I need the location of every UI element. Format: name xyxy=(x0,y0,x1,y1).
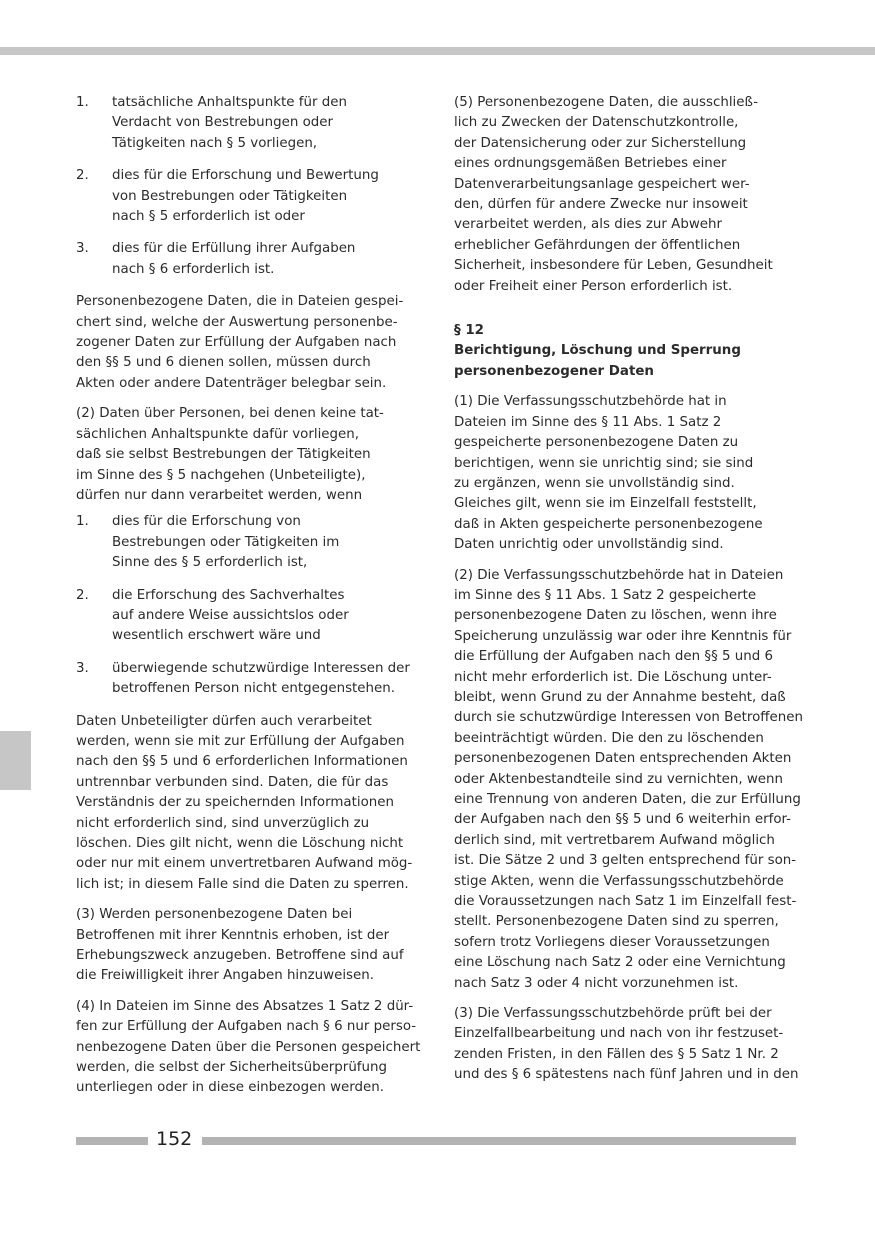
text-line: berichtigen, wenn sie unrichtig sind; sie sind xyxy=(454,455,754,471)
text-line: zu ergänzen, wenn sie unvollständig sind. xyxy=(454,475,735,491)
text-line: (4) In Dateien im Sinne des Absatzes 1 Satz 2 dür- xyxy=(76,998,414,1014)
text-line: zenden Fristen, in den Fällen des § 5 Satz 1 Nr. 2 xyxy=(454,1046,779,1062)
list-number: 3. xyxy=(76,660,89,676)
text-line: stellt. Personenbezogene Daten sind zu sperren, xyxy=(454,914,779,930)
text-line: dies für die Erforschung und Bewertung xyxy=(112,168,379,184)
text-line: ist. Die Sätze 2 und 3 gelten entsprechend für son- xyxy=(454,853,797,869)
text-line: nach Satz 3 oder 4 nicht vorzunehmen ist. xyxy=(454,975,739,991)
footer-bar-left xyxy=(76,1137,148,1145)
text-line: derlich sind, mit vertretbarem Aufwand möglich xyxy=(454,832,775,848)
text-line: (2) Daten über Personen, bei denen keine tat- xyxy=(76,406,384,422)
list-item xyxy=(76,659,416,700)
top-decorative-bar xyxy=(0,47,875,55)
left-column xyxy=(76,93,421,1109)
paragraph-absatz-4-sicherheitsueberpruefung xyxy=(76,997,421,1099)
text-line: Erhebungszweck anzugeben. Betroffene sind auf xyxy=(76,948,404,964)
paragraph-12-absatz-1-berichtigung xyxy=(454,392,800,555)
text-line: der Datensicherung oder zur Sicherstellung xyxy=(454,135,747,151)
text-line: die Erforschung des Sachverhaltes xyxy=(112,587,345,603)
text-line: im Sinne des § 11 Abs. 1 Satz 2 gespeicherte xyxy=(454,587,757,603)
text-line: erheblicher Gefährdungen der öffentlichen xyxy=(454,237,741,253)
text-line: nach den §§ 5 und 6 erforderlichen Informationen xyxy=(76,754,408,770)
text-line: Tätigkeiten nach § 5 vorliegen, xyxy=(112,135,318,151)
text-line: Berichtigung, Löschung und Sperrung xyxy=(454,343,741,359)
text-line: (5) Personenbezogene Daten, die ausschließ- xyxy=(454,95,759,110)
right-column xyxy=(454,93,803,1096)
text-line: der Aufgaben nach den §§ 5 und 6 weiterhin erfor- xyxy=(454,812,792,828)
text-line: Personenbezogene Daten, die in Dateien gespei- xyxy=(76,294,404,310)
text-line: beeinträchtigt würden. Die den zu löschenden xyxy=(454,730,764,746)
text-line: (3) Die Verfassungsschutzbehörde prüft bei der xyxy=(454,1006,772,1022)
text-line: Akten oder andere Datenträger belegbar sein. xyxy=(76,375,387,391)
paragraph-dateien-belegbar xyxy=(76,292,416,394)
text-line: Daten unrichtig oder unvollständig sind. xyxy=(454,537,724,553)
text-line: die Erfüllung der Aufgaben nach den §§ 5 und 6 xyxy=(454,649,774,665)
text-line: unterliegen oder in diese einbezogen werden. xyxy=(76,1080,385,1096)
page-number: 152 xyxy=(156,1128,193,1150)
text-line: Gleiches gilt, wenn sie im Einzelfall feststellt, xyxy=(454,496,757,512)
text-line: Daten Unbeteiligter dürfen auch verarbeitet xyxy=(76,713,372,729)
text-line: lich zu Zwecken der Datenschutzkontrolle, xyxy=(454,115,739,131)
text-line: wesentlich erschwert wäre und xyxy=(112,628,321,644)
text-line: Sinne des § 5 erforderlich ist, xyxy=(112,555,308,571)
text-line: tatsächliche Anhaltspunkte für den xyxy=(112,95,347,110)
text-line: nicht mehr erforderlich ist. Die Löschung unter- xyxy=(454,669,772,685)
text-line: eine Trennung von anderen Daten, die zur Erfüllung xyxy=(454,792,801,807)
text-line: daß sie selbst Bestrebungen der Tätigkeiten xyxy=(76,447,371,463)
list-text xyxy=(112,586,416,647)
text-line: betroffenen Person nicht entgegenstehen. xyxy=(112,681,396,697)
list-text xyxy=(112,512,416,573)
text-line: Dateien im Sinne des § 11 Abs. 1 Satz 2 xyxy=(454,414,722,430)
text-line: werden, die selbst der Sicherheitsüberprüfung xyxy=(76,1060,387,1076)
text-line: nenbezogene Daten über die Personen gespeichert xyxy=(76,1039,421,1055)
text-line: verarbeitet werden, als dies zur Abwehr xyxy=(454,217,723,233)
paragraph-absatz-2-unbeteiligte xyxy=(76,404,416,506)
text-line: (1) Die Verfassungsschutzbehörde hat in xyxy=(454,394,727,410)
text-line: durch sie schutzwürdige Interessen von Betroffenen xyxy=(454,710,803,726)
text-line: personenbezogenen Daten entsprechenden Akten xyxy=(454,751,792,767)
text-line: zogener Daten zur Erfüllung der Aufgaben nach xyxy=(76,335,397,351)
paragraph-12-absatz-3-pruefung xyxy=(454,1004,800,1086)
text-line: den, dürfen für andere Zwecke nur insoweit xyxy=(454,197,748,213)
text-line: Verdacht von Bestrebungen oder xyxy=(112,115,334,131)
text-line: die Voraussetzungen nach Satz 1 im Einzelfall fest- xyxy=(454,894,797,910)
text-line: personenbezogene Daten zu löschen, wenn ihre xyxy=(454,608,777,624)
footer-bar-right xyxy=(202,1137,796,1145)
paragraph-12-absatz-2-loeschung xyxy=(454,566,803,995)
list-item xyxy=(76,239,416,280)
paragraph-absatz-3-erhebungszweck xyxy=(76,905,416,987)
text-line: Sicherheit, insbesondere für Leben, Gesundheit xyxy=(454,258,773,274)
text-line: (2) Die Verfassungsschutzbehörde hat in Dateien xyxy=(454,567,784,583)
list-item xyxy=(76,93,416,154)
text-line: fen zur Erfüllung der Aufgaben nach § 6 nur perso- xyxy=(76,1019,417,1035)
list-item xyxy=(76,166,416,227)
list-number: 1. xyxy=(76,95,89,110)
list-number: 2. xyxy=(76,587,89,603)
text-line: sofern trotz Vorliegens dieser Voraussetzungen xyxy=(454,934,770,950)
list-item xyxy=(76,512,416,573)
text-line: bleibt, wenn Grund zu der Annahme besteht, daß xyxy=(454,689,786,705)
list-text xyxy=(112,93,416,154)
list-text xyxy=(112,659,416,700)
text-line: auf andere Weise aussichtslos oder xyxy=(112,607,349,623)
list-conditions-a xyxy=(76,93,416,280)
text-line: stige Akten, wenn die Verfassungsschutzbehörde xyxy=(454,873,784,889)
text-line: lich ist; in diesem Falle sind die Daten zu sperren. xyxy=(76,876,409,892)
text-line: und des § 6 spätestens nach fünf Jahren und in den xyxy=(454,1067,799,1083)
text-line: im Sinne des § 5 nachgehen (Unbeteiligte), xyxy=(76,467,366,483)
paragraph-daten-unbeteiligter xyxy=(76,712,416,896)
text-line: sächlichen Anhaltspunkte dafür vorliegen, xyxy=(76,426,360,442)
text-line: Bestrebungen oder Tätigkeiten im xyxy=(112,534,340,550)
text-line: werden, wenn sie mit zur Erfüllung der Aufgaben xyxy=(76,733,405,749)
text-line: chert sind, welche der Auswertung personenbe- xyxy=(76,314,398,330)
list-conditions-b xyxy=(76,512,416,699)
text-line: den §§ 5 und 6 dienen sollen, müssen durch xyxy=(76,355,371,371)
text-line: nicht erforderlich sind, sind unverzüglich zu xyxy=(76,815,370,831)
text-line: eines ordnungsgemäßen Betriebes einer xyxy=(454,156,727,172)
text-line: untrennbar verbunden sind. Daten, die für das xyxy=(76,774,389,790)
text-line: eine Löschung nach Satz 2 oder eine Vernichtung xyxy=(454,955,786,971)
text-line: Verständnis der zu speichernden Informationen xyxy=(76,795,394,811)
text-line: die Freiwilligkeit ihrer Angaben hinzuweisen. xyxy=(76,968,375,984)
list-number: 2. xyxy=(76,168,89,184)
text-line: dürfen nur dann verarbeitet werden, wenn xyxy=(76,487,363,503)
text-line: personenbezogener Daten xyxy=(454,363,654,379)
text-line: von Bestrebungen oder Tätigkeiten xyxy=(112,188,348,204)
text-line: § 12 xyxy=(454,323,484,339)
text-line: dies für die Erforschung von xyxy=(112,514,301,530)
text-line: daß in Akten gespeicherte personenbezogene xyxy=(454,516,763,532)
text-line: dies für die Erfüllung ihrer Aufgaben xyxy=(112,241,356,257)
text-line: Betroffenen mit ihrer Kenntnis erhoben, ist der xyxy=(76,927,390,943)
text-line: löschen. Dies gilt nicht, wenn die Löschung nicht xyxy=(76,836,404,851)
side-thumb-tab xyxy=(0,731,31,790)
text-line: nach § 5 erforderlich ist oder xyxy=(112,209,305,225)
list-text xyxy=(112,166,416,227)
text-line: oder Aktenbestandteile sind zu vernichten, wenn xyxy=(454,771,784,787)
text-line: (3) Werden personenbezogene Daten bei xyxy=(76,907,353,923)
text-line: Datenverarbeitungsanlage gespeichert wer- xyxy=(454,176,750,192)
text-line: Speicherung unzulässig war oder ihre Kenntnis für xyxy=(454,628,792,644)
list-item xyxy=(76,586,416,647)
paragraph-absatz-5-datenschutzkontrolle xyxy=(454,93,800,297)
list-text xyxy=(112,239,416,280)
list-number: 1. xyxy=(76,514,89,530)
list-number: 3. xyxy=(76,241,89,257)
text-line: oder nur mit einem unvertretbaren Aufwand mög- xyxy=(76,856,413,872)
section-heading-paragraph-12 xyxy=(454,321,800,382)
text-line: oder Freiheit einer Person erforderlich ist. xyxy=(454,278,733,294)
text-line: Einzelfallbearbeitung und nach von ihr festzuset- xyxy=(454,1026,784,1042)
text-line: überwiegende schutzwürdige Interessen der xyxy=(112,660,410,676)
text-line: nach § 6 erforderlich ist. xyxy=(112,261,275,277)
text-line: gespeicherte personenbezogene Daten zu xyxy=(454,435,739,451)
